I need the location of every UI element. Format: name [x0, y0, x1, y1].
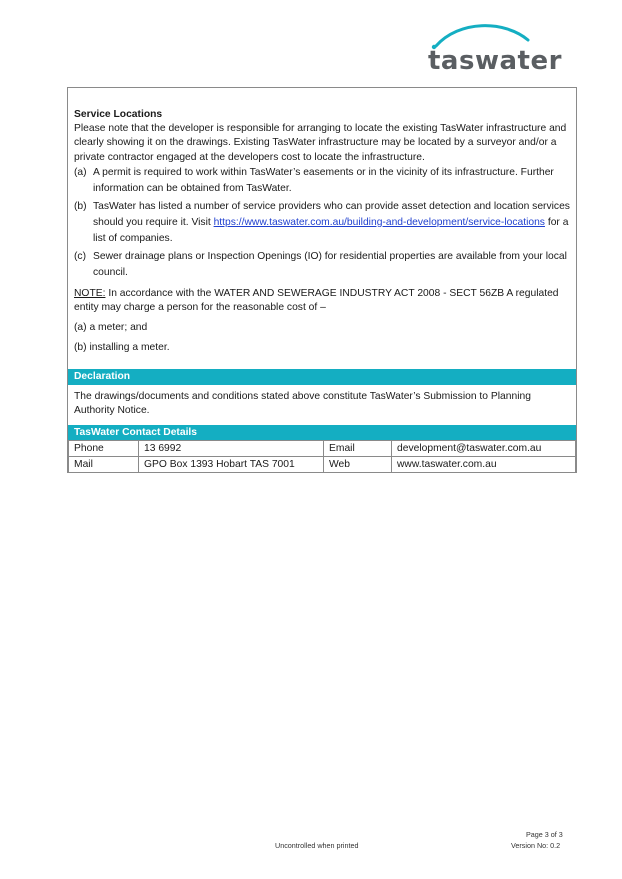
- page-number: Page 3 of 3: [526, 830, 563, 839]
- service-locations-section: [74, 108, 574, 355]
- list-item-number: (b): [74, 200, 87, 212]
- list-item-text: A permit is required to work within TasWater’s easements or in the vicinity of its infrastructure. Further information can be obtained from TasWater.: [93, 166, 554, 194]
- service-locations-link[interactable]: https://www.taswater.com.au/building-and-development/service-locations: [213, 216, 545, 228]
- table-cell: Mail: [69, 457, 139, 473]
- list-item: [74, 165, 574, 197]
- note-text: In accordance with the WATER AND SEWERAGE INDUSTRY ACT 2008 - SECT 56ZB A regulated entity may charge a person for the reasonable cost of –: [74, 287, 559, 314]
- list-item: [74, 249, 574, 281]
- service-locations-heading: Service Locations: [74, 109, 163, 120]
- contact-details-header: TasWater Contact Details: [68, 425, 576, 441]
- meter-item-a: (a) a meter; and: [74, 322, 148, 334]
- table-row: [69, 441, 576, 457]
- act-note: [74, 287, 574, 315]
- declaration-text: The drawings/documents and conditions stated above constitute TasWater’s Submission to Planning Authority Notice.: [74, 391, 531, 417]
- table-cell: Web: [324, 457, 392, 473]
- table-cell: Phone: [69, 441, 139, 457]
- list-item-number: (c): [74, 250, 87, 262]
- list-item-number: (a): [74, 166, 87, 178]
- note-label: NOTE:: [74, 287, 106, 299]
- table-cell: development@taswater.com.au: [392, 441, 576, 457]
- list-item: [74, 199, 574, 247]
- uncontrolled-notice: Uncontrolled when printed: [275, 841, 359, 850]
- logo-wordmark: taswater: [428, 46, 562, 76]
- taswater-logo: [424, 22, 562, 78]
- version-number: Version No: 0.2: [511, 841, 561, 850]
- declaration-header: Declaration: [68, 369, 576, 385]
- meter-item-b: (b) installing a meter.: [74, 342, 170, 354]
- table-cell: Email: [324, 441, 392, 457]
- service-locations-intro: Please note that the developer is responsible for arranging to locate the existing TasWater infrastructure and clearly showing it on the drawings. Existing TasWater infrastructure may be located by a surveyor and/or a private contractor engaged at the developers cost to locate the infrastructure.: [74, 123, 567, 163]
- service-locations-list: [74, 165, 574, 281]
- list-item-text-end: for a list of companies.: [93, 216, 569, 244]
- table-cell: GPO Box 1393 Hobart TAS 7001: [139, 457, 324, 473]
- list-item-text: TasWater has listed a number of service providers who can provide asset detection and location services should you require it. Visit: [93, 200, 570, 228]
- table-cell: www.taswater.com.au: [392, 457, 576, 473]
- contact-details-table: [68, 440, 576, 473]
- table-cell: 13 6992: [139, 441, 324, 457]
- list-item-text: Sewer drainage plans or Inspection Openings (IO) for residential properties are available from your local council.: [93, 250, 567, 278]
- table-row: [69, 457, 576, 473]
